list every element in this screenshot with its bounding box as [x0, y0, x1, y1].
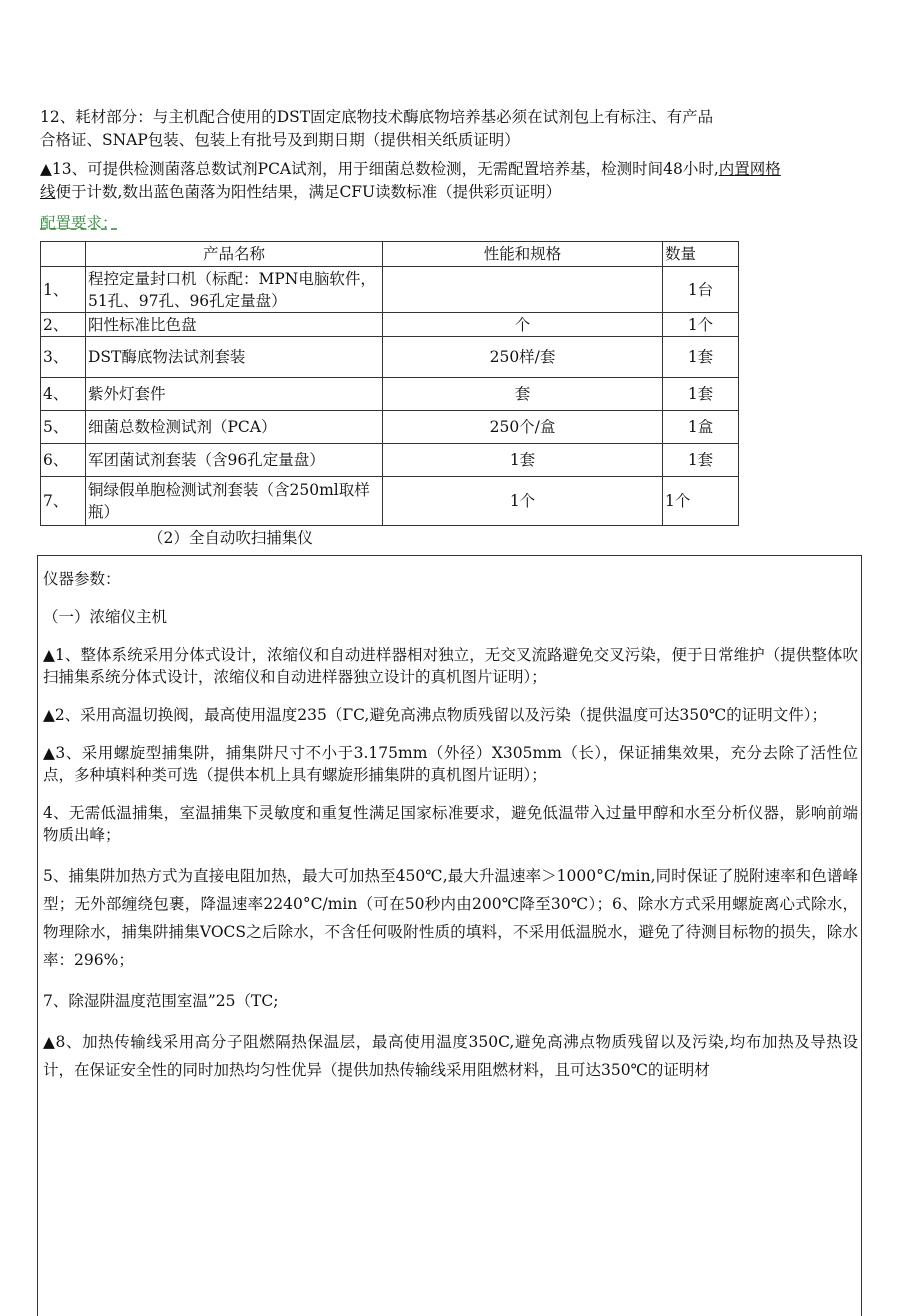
product-name: DST酶底物法试剂套装 [86, 337, 383, 378]
param-item: ▲3、采用螺旋型捕集阱，捕集阱尺寸不小于3.175mm（外径）X305mm（长），保证捕集效果，充分去除了活性位点，多种填料种类可选（提供本机上具有螺旋形捕集阱的真机图片证明）； [43, 744, 858, 784]
table-row [41, 444, 739, 477]
row-number: 3、 [41, 337, 86, 378]
header-cell [41, 242, 86, 267]
product-spec: 1套 [383, 444, 663, 477]
row-number: 4、 [41, 378, 86, 411]
product-name: 细菌总数检测试剂（PCA） [86, 411, 383, 444]
config-title: 配置要求： [40, 214, 118, 232]
product-name: 阳性标准比色盘 [86, 313, 383, 337]
product-spec: 1个 [383, 477, 663, 526]
spacer [43, 1012, 858, 1028]
config-table [40, 241, 739, 526]
header-cell: 性能和规格 [383, 242, 663, 267]
product-qty: 1套 [663, 337, 739, 378]
row-number: 6、 [41, 444, 86, 477]
subsection-title: （一）浓缩仪主机 [43, 608, 168, 626]
spacer [43, 688, 858, 704]
section-title: （2）全自动吹扫捕集仪 [148, 529, 313, 547]
table-row [41, 337, 739, 378]
params-title: 仪器参数： [43, 570, 121, 588]
params-box [37, 555, 862, 1316]
product-name: 铜绿假单胞检测试剂套装（含250ml取样瓶） [86, 477, 383, 526]
row-number: 2、 [41, 313, 86, 337]
paragraph-text: ▲13、可提供检测菌落总数试剂PCA试剂，用于细菌总数检测，无需配置培养基，检测时间48小时, [40, 160, 719, 178]
param-item: 7、除湿阱温度范围室温”25（TC; [43, 992, 279, 1010]
product-spec: 套 [383, 378, 663, 411]
product-qty: 1套 [663, 444, 739, 477]
row-number: 7、 [41, 477, 86, 526]
spacer [43, 726, 858, 742]
product-name: 程控定量封口机（标配：MPN电脑软件，51孔、97孔、96孔定量盘） [86, 267, 383, 313]
product-spec: 个 [383, 313, 663, 337]
paragraph-item-13 [40, 158, 870, 204]
param-item: 5、捕集阱加热方式为直接电阻加热，最大可加热至450℃,最大升温速率＞1000°C/min,同时保证了脱附速率和色谱峰型；无外部缠绕包裹，降温速率2240°C/min（可在50秒内由200℃降至30℃）；6、除水方式采用螺旋离心式除水，物理除水，捕集阱捕集VOCS之后除水，不含任何吸附性质的填料，不采用低温脱水，避免了待测目标物的损失，除水率：296%； [43, 867, 858, 969]
header-cell: 数量 [663, 242, 739, 267]
product-qty: 1个 [663, 477, 739, 526]
spacer [43, 974, 858, 990]
product-qty: 1套 [663, 378, 739, 411]
table-row [41, 477, 739, 526]
param-item: ▲8、加热传输线采用高分子阻燃隔热保温层，最高使用温度350C,避免高沸点物质残留以及污染,均布加热及导热设计，在保证安全性的同时加热均匀性优异（提供加热传输线采用阻燃材料，且可达350℃的证明材 [43, 1033, 858, 1079]
product-spec [383, 267, 663, 313]
paragraph-line: 合格证、SNAP包装、包装上有批号及到期日期（提供相关纸质证明） [40, 131, 520, 149]
product-name: 紫外灯套件 [86, 378, 383, 411]
paragraph-line: 12、耗材部分：与主机配合使用的DST固定底物技术酶底物培养基必须在试剂包上有标注、有产品 [40, 108, 714, 126]
table-header-row [41, 242, 739, 267]
underlined-text: 线 [40, 183, 56, 201]
product-spec: 250个/盒 [383, 411, 663, 444]
paragraph-line [40, 158, 870, 181]
paragraph-item-12 [40, 106, 870, 152]
underlined-text: 内置网格 [718, 160, 781, 178]
product-spec: 250样/套 [383, 337, 663, 378]
spacer [43, 786, 858, 802]
table-row [41, 378, 739, 411]
table-row [41, 411, 739, 444]
table-row [41, 313, 739, 337]
params-content [43, 568, 858, 1084]
product-name: 军团菌试剂套装（含96孔定量盘） [86, 444, 383, 477]
paragraph-text: 便于计数,数出蓝色菌落为阳性结果，满足CFU读数标准（提供彩页证明） [55, 183, 562, 201]
param-item: ▲1、整体系统采用分体式设计，浓缩仪和自动进样器相对独立，无交叉流路避免交叉污染，便于日常维护（提供整体吹扫捕集系统分体式设计，浓缩仪和自动进样器独立设计的真机图片证明）； [43, 646, 858, 686]
spacer [43, 590, 858, 606]
row-number: 5、 [41, 411, 86, 444]
table-row [41, 267, 739, 313]
header-cell: 产品名称 [86, 242, 383, 267]
row-number: 1、 [41, 267, 86, 313]
spacer [43, 628, 858, 644]
param-item: 4、无需低温捕集，室温捕集下灵敏度和重复性满足国家标准要求，避免低温带入过量甲醇和水至分析仪器，影响前端物质出峰； [43, 804, 858, 844]
product-qty: 1盒 [663, 411, 739, 444]
paragraph-line [40, 181, 870, 204]
param-item: ▲2、采用高温切换阀，最高使用温度235（ΓC,避免高沸点物质残留以及污染（提供温度可达350℃的证明文件）； [43, 706, 828, 724]
product-qty: 1台 [663, 267, 739, 313]
product-qty: 1个 [663, 313, 739, 337]
spacer [43, 846, 858, 862]
